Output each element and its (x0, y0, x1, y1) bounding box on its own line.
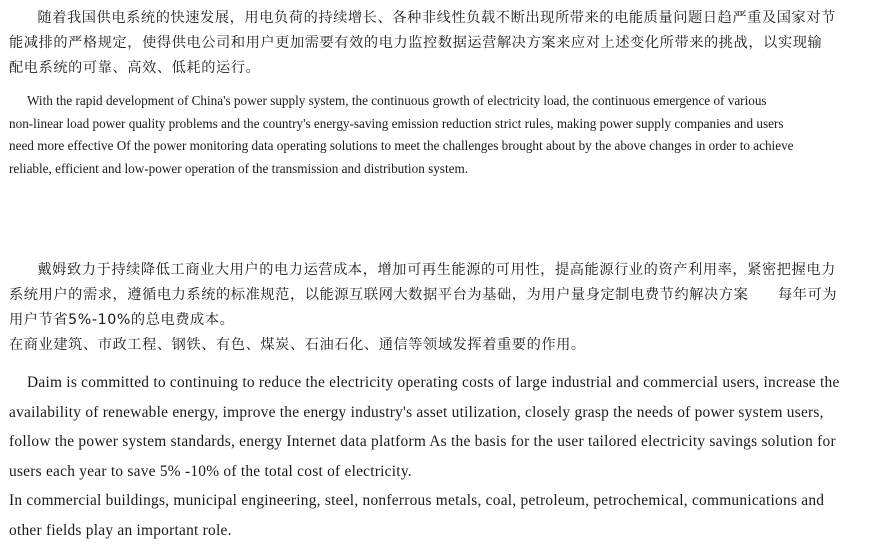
text-line: follow the power system standards, energy Internet data platform As the basis for the user tailored electricity savings solution for (9, 433, 836, 450)
text-line: need more effective Of the power monitoring data operating solutions to meet the challenges brought about by the above changes in order to achieve (9, 138, 794, 154)
text-line: With the rapid development of China's power supply system, the continuous growth of electricity load, the continuous emergence of various (27, 93, 767, 108)
text-line: availability of renewable energy, improve the energy industry's asset utilization, closely grasp the needs of power system users, (9, 403, 824, 421)
fields-line-en: other fields play an important role. (9, 521, 232, 539)
fields-line-zh: 在商业建筑、市政工程、钢铁、有色、煤炭、石油石化、通信等领域发挥着重要的作用。 (9, 337, 586, 353)
text-line: 用户节省5%-10%的总电费成本。 (9, 312, 235, 328)
text-line: 能减排的严格规定，使得供电公司和用户更加需要有效的电力监控数据运营解决方案来应对上述变化所带来的挑战，以实现输 (9, 35, 823, 51)
company-paragraph-zh (9, 258, 875, 358)
intro-paragraph-zh (9, 6, 875, 81)
text-line: 随着我国供电系统的快速发展，用电负荷的持续增长、各种非线性负载不断出现所带来的电能质量问题日趋严重及国家对节 (37, 10, 836, 26)
fields-line-en: In commercial buildings, municipal engineering, steel, nonferrous metals, coal, petroleum, petrochemical, communications and (9, 492, 825, 509)
text-line: 配电系统的可靠、高效、低耗的运行。 (9, 60, 261, 76)
text-line: Daim is committed to continuing to reduce the electricity operating costs of large industrial and commercial users, increase the (27, 374, 840, 391)
text-line: 戴姆致力于持续降低工商业大用户的电力运营成本，增加可再生能源的可用性，提高能源行业的资产利用率，紧密把握电力 (37, 262, 836, 278)
text-line: non-linear load power quality problems and the country's energy-saving emission reduction strict rules, making power supply companies and users (9, 115, 784, 131)
text-line: reliable, efficient and low-power operation of the transmission and distribution system. (9, 161, 469, 177)
text-line: 系统用户的需求，遵循电力系统的标准规范，以能源互联网大数据平台为基础，为用户量身定制电费节约解决方案 每年可为 (9, 287, 838, 303)
company-paragraph-en (9, 368, 875, 545)
intro-paragraph-en (9, 90, 875, 181)
text-line: users each year to save 5% -10% of the total cost of electricity. (9, 462, 412, 480)
